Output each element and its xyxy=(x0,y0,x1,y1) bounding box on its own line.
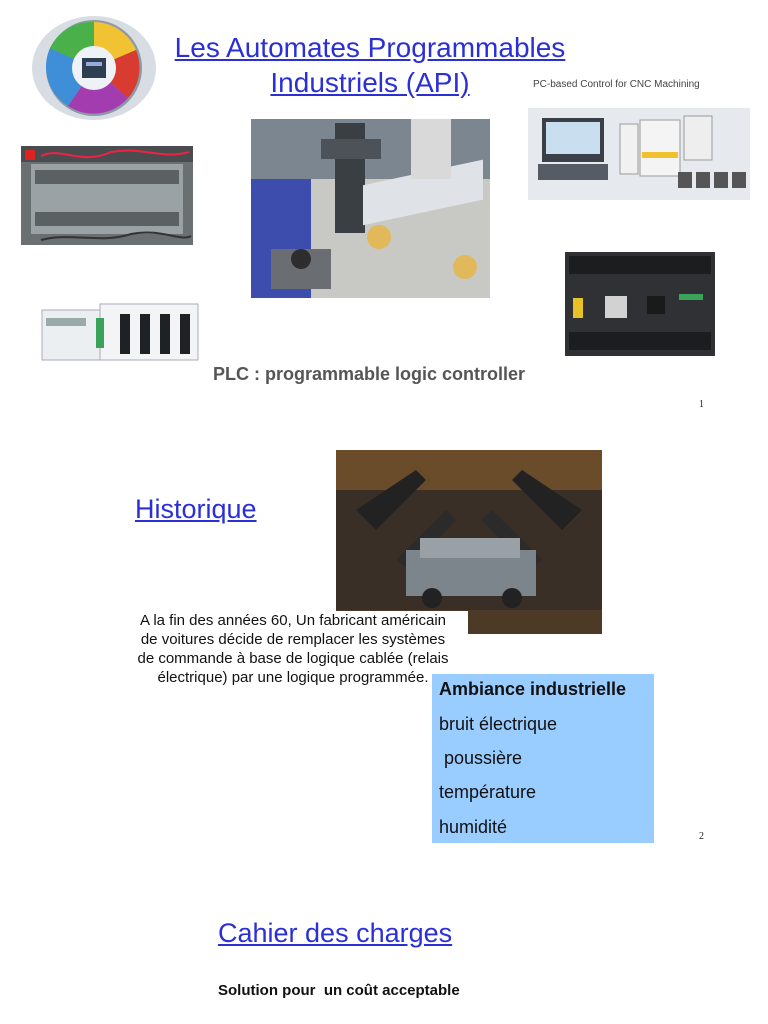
ambiance-title: Ambiance industrielle xyxy=(439,679,627,699)
solution-line: Solution pour un coût acceptable xyxy=(218,982,460,999)
paragraph-line: A la fin des années 60, Un fabricant américain xyxy=(139,612,446,629)
ambiance-item: poussière xyxy=(439,748,523,768)
ambiance-item: bruit électrique xyxy=(439,714,558,734)
page-number: 2 xyxy=(699,831,704,842)
ambiance-item: température xyxy=(439,782,537,802)
cnc-caption: PC-based Control for CNC Machining xyxy=(533,79,700,90)
paragraph-line: de voitures décide de remplacer les systèmes xyxy=(140,631,446,648)
title-line-2: Industriels (API) xyxy=(270,67,470,98)
cahier-title: Cahier des charges xyxy=(218,918,453,948)
page-title xyxy=(150,30,590,100)
paragraph-line: de commande à base de logique cablée (relais xyxy=(137,650,449,667)
page-number: 1 xyxy=(699,399,704,410)
ambiance-item: humidité xyxy=(439,817,508,837)
wired-plc-image xyxy=(21,146,193,245)
omron-plc-image xyxy=(555,240,725,360)
title-line-1: Les Automates Programmables xyxy=(174,32,566,63)
ambiance-box xyxy=(432,674,654,843)
modicon-plc-image xyxy=(36,292,203,374)
automation-wheel-logo xyxy=(28,10,158,120)
historique-paragraph xyxy=(118,611,468,687)
historique-title: Historique xyxy=(135,494,257,524)
plc-subtitle: PLC : programmable logic controller xyxy=(213,364,526,384)
drill-press-conveyor-image xyxy=(251,119,490,298)
paragraph-line: électrique) par une logique programmée. xyxy=(157,669,429,686)
car-assembly-robots-image xyxy=(336,450,602,634)
cnc-control-image xyxy=(528,108,750,200)
